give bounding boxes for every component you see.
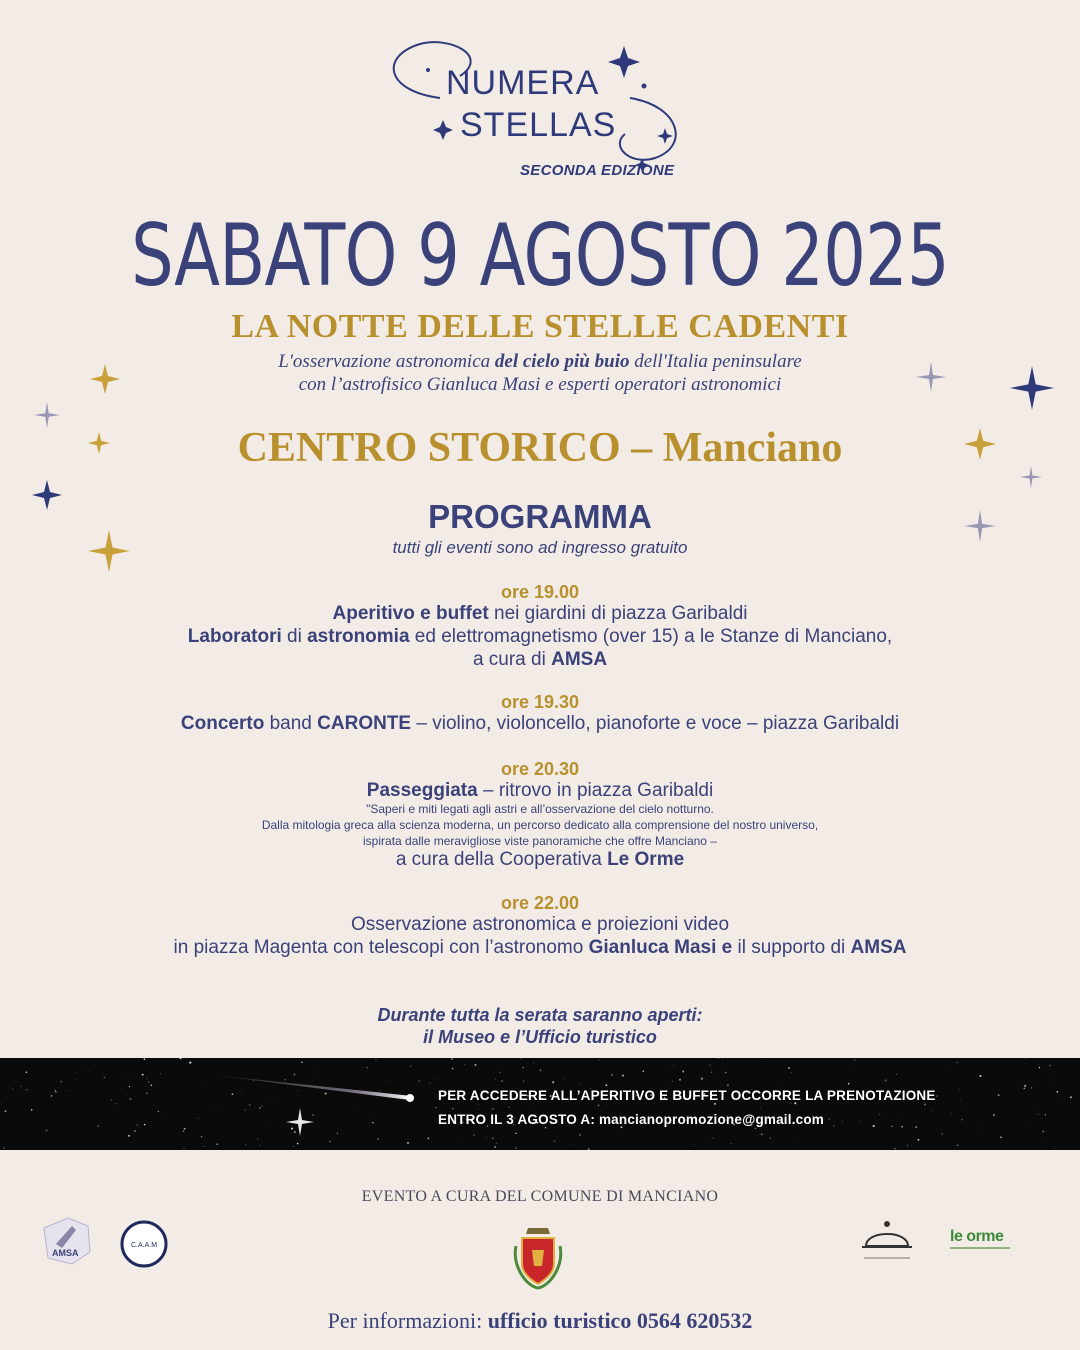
sky-star	[725, 1072, 726, 1073]
sky-star	[755, 1128, 756, 1129]
sky-star	[474, 1064, 476, 1066]
sky-star	[189, 1062, 191, 1064]
sky-star	[148, 1081, 150, 1083]
sky-star	[51, 1095, 53, 1097]
sky-star	[936, 1096, 937, 1097]
sky-star	[201, 1136, 202, 1137]
sky-star	[354, 1105, 355, 1106]
sky-star	[642, 1070, 644, 1072]
event-subtitle-line1: L'osservazione astronomica del cielo più buio dell'Italia peninsulare	[278, 351, 802, 372]
sky-star	[848, 1083, 850, 1085]
logo-text-stellas: STELLAS	[460, 106, 617, 144]
sky-star	[216, 1106, 217, 1107]
sky-star	[0, 1102, 1, 1103]
sky-star	[389, 1081, 390, 1082]
sky-star	[951, 1070, 952, 1071]
sky-star	[180, 1058, 182, 1059]
sky-star	[598, 1060, 599, 1061]
sky-star	[111, 1099, 113, 1101]
night-sky-graphic	[0, 1058, 1080, 1150]
sky-star	[496, 1143, 498, 1145]
sky-star	[20, 1086, 22, 1088]
sky-star	[160, 1073, 161, 1074]
sky-star	[761, 1107, 762, 1108]
sky-star	[711, 1071, 713, 1073]
sky-star	[325, 1092, 327, 1094]
sky-star	[329, 1141, 330, 1142]
event-1900-line2: Laboratori di astronomia ed elettromagnetismo (over 15) a le Stanze di Manciano,	[187, 626, 893, 647]
free-entry-note: tutti gli eventi sono ad ingresso gratuito	[392, 538, 688, 557]
event-time-2030: ore 20.30	[500, 759, 580, 779]
sky-star	[293, 1074, 295, 1076]
sky-star	[669, 1067, 670, 1068]
event-title: LA NOTTE DELLE STELLE CADENTI	[231, 308, 849, 345]
logo-text-numera: NUMERA	[446, 64, 600, 102]
sky-star	[297, 1143, 299, 1145]
event-location: CENTRO STORICO – Manciano	[237, 425, 843, 471]
sky-star	[128, 1075, 129, 1076]
sky-star	[1024, 1085, 1026, 1087]
amsa-logo-text: AMSA	[52, 1248, 79, 1258]
le-orme-logo: le orme	[950, 1228, 1004, 1245]
sky-star	[709, 1064, 710, 1065]
sky-star	[1055, 1148, 1056, 1149]
sky-star	[410, 1066, 411, 1067]
sky-star	[833, 1125, 835, 1127]
open-venues-line2: il Museo e l’Ufficio turistico	[423, 1027, 657, 1047]
sky-star	[182, 1061, 183, 1062]
sky-star	[679, 1079, 681, 1081]
sky-star	[3, 1147, 5, 1149]
event-time-1900: ore 19.00	[500, 582, 580, 602]
sky-star	[249, 1104, 251, 1106]
sky-star	[545, 1127, 546, 1128]
sky-star	[508, 1106, 510, 1108]
sky-star	[960, 1100, 961, 1101]
sky-star	[761, 1059, 762, 1060]
sky-star	[26, 1089, 27, 1090]
open-venues-line1: Durante tutta la serata saranno aperti:	[377, 1005, 703, 1025]
sky-star	[244, 1109, 246, 1111]
sky-star	[478, 1104, 479, 1105]
sky-star	[533, 1062, 534, 1063]
sky-star	[134, 1130, 136, 1132]
sky-star	[523, 1081, 524, 1082]
event-1900-line1: Aperitivo e buffet nei giardini di piazza Garibaldi	[332, 603, 748, 624]
sky-star	[713, 1138, 714, 1139]
booking-notice-line2: ENTRO IL 3 AGOSTO A: mancianopromozione@gmail.com	[438, 1112, 825, 1127]
sky-star	[5, 1110, 7, 1112]
sky-star	[97, 1125, 99, 1127]
event-subtitle-line2: con l’astrofisico Gianluca Masi e esperti operatori astronomici	[298, 374, 782, 395]
sky-star	[552, 1081, 554, 1083]
sky-star	[366, 1067, 368, 1069]
sky-star	[1049, 1065, 1051, 1067]
sky-star	[1045, 1140, 1046, 1141]
catering-logo	[856, 1216, 918, 1266]
edition-label: SECONDA EDIZIONE	[520, 162, 675, 179]
sky-star	[788, 1067, 790, 1069]
sky-star	[485, 1137, 486, 1138]
sky-star	[136, 1124, 138, 1126]
sky-star	[917, 1139, 919, 1141]
sky-star	[761, 1133, 763, 1135]
sky-star	[316, 1069, 317, 1070]
sky-star	[144, 1124, 145, 1125]
sky-star	[464, 1064, 465, 1065]
sky-star	[956, 1062, 958, 1064]
event-2030-line2: a cura della Cooperativa Le Orme	[395, 849, 685, 870]
sky-star	[494, 1146, 496, 1148]
sky-star	[982, 1127, 983, 1128]
sky-star	[1056, 1091, 1058, 1093]
sky-star	[672, 1081, 673, 1082]
event-2030-description-1: "Saperi e miti legati agli astri e all’osservazione del cielo notturno.	[366, 802, 714, 816]
sky-star	[1042, 1130, 1044, 1132]
sky-star	[203, 1146, 204, 1147]
sky-star	[142, 1074, 144, 1076]
sky-star	[1026, 1127, 1027, 1128]
sky-star	[1052, 1074, 1053, 1075]
sky-star	[437, 1078, 438, 1079]
sky-star	[464, 1142, 465, 1143]
sky-star	[588, 1148, 590, 1150]
sky-star	[144, 1058, 146, 1060]
sky-star	[965, 1110, 966, 1111]
sky-star	[979, 1131, 980, 1132]
info-contact: Per informazioni: ufficio turistico 0564 620532	[327, 1308, 753, 1333]
sky-star	[429, 1082, 430, 1083]
sky-star	[301, 1061, 303, 1063]
amsa-logo	[38, 1214, 94, 1266]
sky-star	[791, 1072, 792, 1073]
sky-star	[492, 1108, 494, 1110]
sky-star	[450, 1107, 451, 1108]
sky-star	[853, 1070, 854, 1071]
sky-star	[115, 1103, 116, 1104]
sky-star	[245, 1144, 246, 1145]
booking-banner	[0, 1058, 1080, 1150]
sky-star	[791, 1103, 792, 1104]
sky-star	[896, 1074, 897, 1075]
sky-star	[436, 1107, 437, 1108]
sky-star	[293, 1146, 294, 1147]
sky-star	[55, 1090, 56, 1091]
sky-star	[515, 1133, 516, 1134]
sky-star	[298, 1090, 299, 1091]
sky-star	[495, 1079, 496, 1080]
sky-star	[473, 1134, 474, 1135]
sky-star	[241, 1090, 242, 1091]
sky-star	[253, 1080, 254, 1081]
sky-star	[88, 1071, 89, 1072]
sky-star	[380, 1090, 381, 1091]
sky-star	[931, 1110, 932, 1111]
sky-star	[727, 1084, 729, 1086]
sky-star	[268, 1102, 269, 1103]
sky-star	[1057, 1058, 1058, 1059]
sky-star	[682, 1070, 684, 1072]
sky-star	[372, 1116, 373, 1117]
sky-star	[601, 1110, 602, 1111]
event-time-1930: ore 19.30	[500, 692, 580, 712]
sky-star	[259, 1145, 260, 1146]
sky-star	[312, 1114, 313, 1115]
sky-star	[376, 1059, 377, 1060]
event-2030-line1: Passeggiata – ritrovo in piazza Garibaldi	[366, 780, 714, 801]
event-1900-line3: a cura di AMSA	[472, 649, 608, 670]
sky-star	[298, 1112, 299, 1113]
sky-star	[873, 1125, 875, 1127]
le-orme-logo-underline	[950, 1247, 1010, 1249]
sky-star	[261, 1105, 262, 1106]
sky-star	[427, 1138, 429, 1140]
sky-star	[129, 1098, 131, 1100]
sky-star	[168, 1113, 169, 1114]
event-2200-line2: in piazza Magenta con telescopi con l’astronomo Gianluca Masi e il supporto di AMSA	[173, 937, 907, 958]
sky-star	[21, 1089, 22, 1090]
sky-star	[184, 1128, 186, 1130]
sky-star	[673, 1065, 674, 1066]
sky-star	[61, 1081, 62, 1082]
sky-star	[961, 1119, 962, 1120]
caam-logo-text: C.A.A.M	[130, 1242, 158, 1249]
sky-star	[553, 1140, 555, 1142]
sky-star	[216, 1143, 217, 1144]
sky-star	[859, 1121, 860, 1122]
sky-star	[259, 1107, 261, 1109]
sky-star	[1070, 1096, 1072, 1098]
sky-star	[1039, 1067, 1040, 1068]
sky-star	[522, 1067, 523, 1068]
sky-star	[158, 1111, 159, 1112]
sky-star	[579, 1135, 580, 1136]
sky-star	[284, 1079, 286, 1081]
sky-star	[901, 1126, 903, 1128]
sky-star	[579, 1083, 580, 1084]
sky-star	[993, 1114, 995, 1116]
sky-star	[12, 1088, 14, 1090]
sky-star	[337, 1133, 338, 1134]
sky-star	[357, 1060, 358, 1061]
sky-star	[1026, 1058, 1027, 1059]
sky-star	[129, 1086, 130, 1087]
sky-star	[622, 1075, 624, 1077]
event-time-2200: ore 22.00	[500, 893, 580, 913]
sky-star	[46, 1129, 48, 1131]
program-heading: PROGRAMMA	[428, 498, 652, 535]
sky-star	[894, 1148, 896, 1150]
event-1930-line1: Concerto band CARONTE – violino, violoncello, pianoforte e voce – piazza Garibaldi	[180, 713, 900, 734]
sky-star	[121, 1088, 122, 1089]
sky-star	[14, 1080, 15, 1081]
sky-star	[183, 1148, 184, 1149]
sky-star	[82, 1068, 83, 1069]
sky-star	[1031, 1087, 1032, 1088]
sky-star	[372, 1122, 373, 1123]
sky-star	[915, 1126, 916, 1127]
sky-star	[892, 1126, 893, 1127]
sky-star	[570, 1145, 571, 1146]
sky-star	[605, 1084, 607, 1086]
sky-star	[979, 1075, 981, 1077]
sky-star	[83, 1139, 84, 1140]
sky-star	[55, 1091, 56, 1092]
sky-star	[69, 1090, 70, 1091]
sky-star	[492, 1138, 493, 1139]
sky-star	[1038, 1114, 1039, 1115]
event-logo	[380, 36, 700, 176]
sky-star	[885, 1079, 887, 1081]
event-2030-description-2: Dalla mitologia greca alla scienza moderna, un percorso dedicato alla comprensione del nostro universo,	[261, 818, 819, 832]
event-2200-line1: Osservazione astronomica e proiezioni video	[350, 914, 730, 935]
sky-star	[959, 1089, 960, 1090]
sky-star	[452, 1108, 454, 1110]
sky-star	[598, 1105, 600, 1107]
sky-star	[294, 1131, 296, 1133]
event-date: SABATO 9 AGOSTO 2025	[131, 206, 949, 306]
sky-star	[515, 1147, 517, 1149]
sky-star	[924, 1104, 926, 1106]
sky-star	[770, 1138, 771, 1139]
sky-star	[103, 1077, 105, 1079]
manciano-coat-of-arms-icon	[512, 1226, 564, 1292]
organizer-credit: EVENTO A CURA DEL COMUNE DI MANCIANO	[361, 1188, 719, 1205]
sky-star	[563, 1078, 564, 1079]
sky-star	[77, 1078, 78, 1079]
sky-star	[540, 1069, 542, 1071]
sky-star	[1000, 1136, 1002, 1138]
sky-star	[520, 1059, 521, 1060]
sky-star	[451, 1058, 452, 1059]
sky-star	[407, 1142, 409, 1144]
sky-star	[183, 1130, 184, 1131]
sky-star	[31, 1109, 33, 1111]
sky-star	[1045, 1114, 1046, 1115]
sky-star	[26, 1071, 28, 1073]
sky-star	[501, 1080, 503, 1082]
sky-star	[499, 1072, 500, 1073]
sky-star	[151, 1085, 153, 1087]
sky-star	[951, 1114, 952, 1115]
sky-star	[998, 1094, 1000, 1096]
sky-star	[842, 1121, 843, 1122]
sky-star	[718, 1058, 719, 1059]
sky-star	[377, 1138, 379, 1140]
sky-star	[942, 1133, 943, 1134]
sky-star	[731, 1143, 732, 1144]
sky-star	[146, 1078, 147, 1079]
sky-star	[854, 1060, 855, 1061]
sky-star	[274, 1101, 275, 1102]
event-2030-description-3: ispirata dalle meravigliose viste panoramiche che offre Manciano –	[363, 834, 717, 848]
sky-star	[879, 1114, 880, 1115]
sky-star	[529, 1109, 530, 1110]
sky-star	[266, 1127, 267, 1128]
sky-star	[714, 1103, 716, 1105]
sky-star	[611, 1074, 613, 1076]
booking-notice-line1: PER ACCEDERE ALL’APERITIVO E BUFFET OCCORRE LA PRENOTAZIONE	[438, 1088, 936, 1103]
sky-star	[1050, 1084, 1051, 1085]
sky-star	[907, 1145, 908, 1146]
sky-star	[198, 1118, 199, 1119]
sky-star	[419, 1081, 420, 1082]
sky-star	[579, 1133, 581, 1135]
sky-star	[701, 1078, 703, 1080]
sky-star	[957, 1145, 958, 1146]
sky-star	[829, 1118, 830, 1119]
sky-star	[257, 1139, 258, 1140]
sky-star	[146, 1092, 148, 1094]
sky-star	[128, 1135, 130, 1137]
sky-star	[1023, 1087, 1025, 1089]
sky-star	[695, 1144, 696, 1145]
sky-star	[722, 1058, 723, 1059]
sky-star	[710, 1138, 711, 1139]
caam-logo	[120, 1220, 168, 1268]
sky-star	[452, 1068, 453, 1069]
sky-star	[291, 1128, 293, 1130]
sky-star	[232, 1093, 234, 1095]
sky-star	[76, 1073, 77, 1074]
